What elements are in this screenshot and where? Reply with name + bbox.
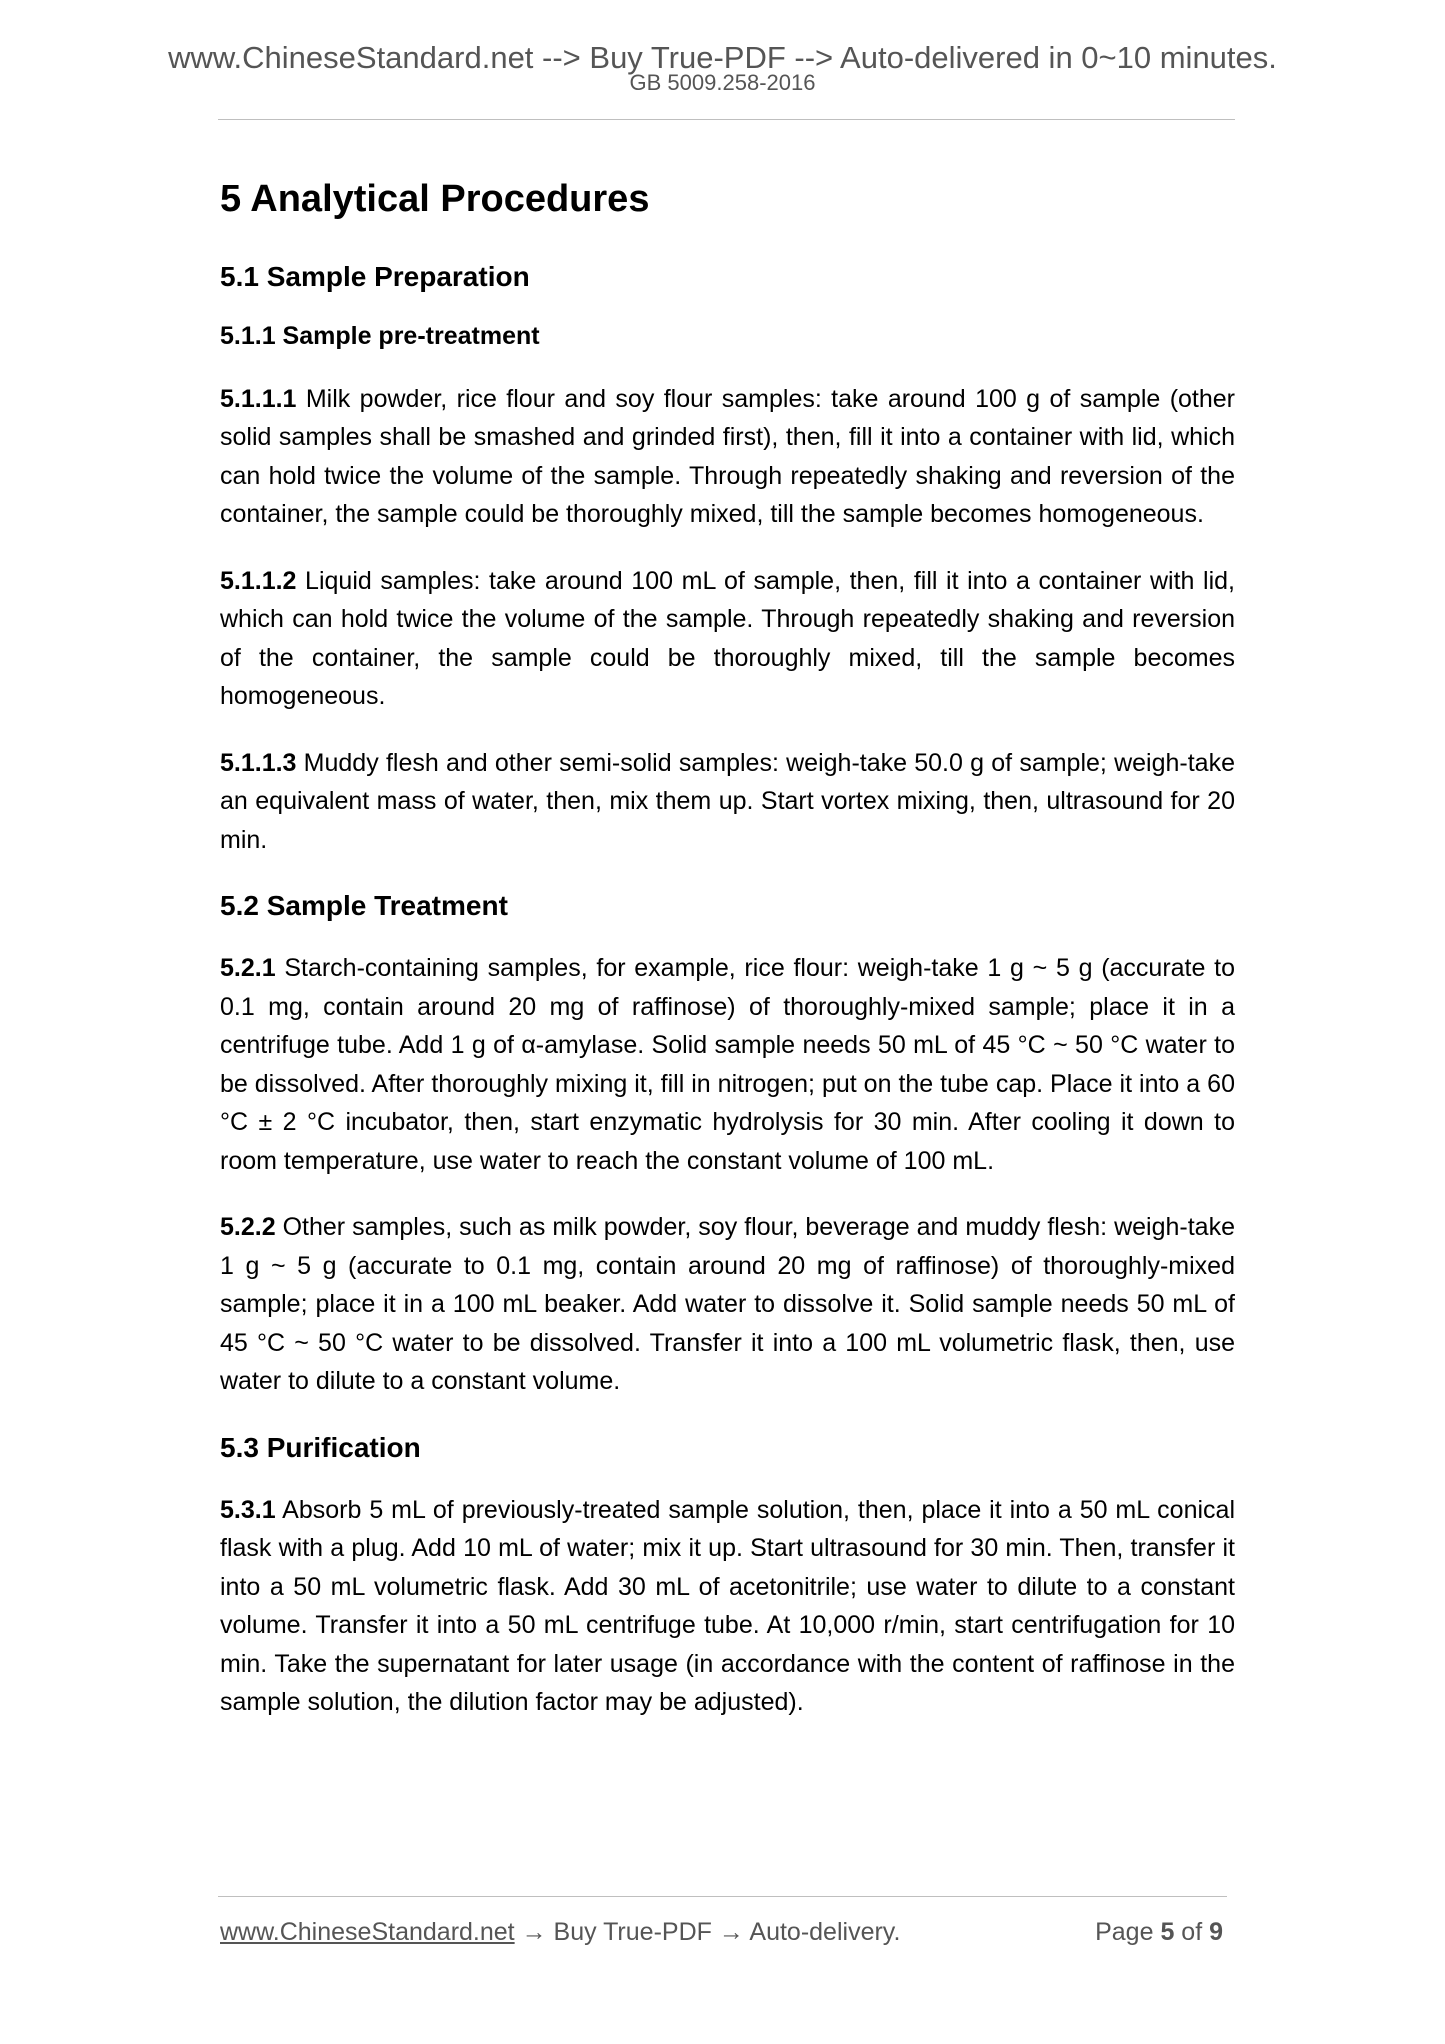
clause-text: Other samples, such as milk powder, soy flour, beverage and muddy flesh: weigh-take 1 g ~ 5 g (accurate to 0.1 mg, contain around 20 mg of raffinose) of thoroughly-mixed sample; place it in a 100 mL beaker. Add water to dissolve it. Solid sample needs 50 mL of 45 °C ~ 50 °C water to be dissolved. Transfer it into a 100 mL volumetric flask, then, use water to dilute to a constant volume. [220,1213,1235,1396]
footer-promo [220,1917,900,1947]
section-5-1-heading: 5.1 Sample Preparation [220,261,530,293]
footer-site-link[interactable]: www.ChineseStandard.net [220,1918,515,1946]
clause-number: 5.2.1 [220,954,276,983]
paragraph-5-1-1-1 [220,380,1235,534]
clause-number: 5.2.2 [220,1213,276,1242]
page-number: 5 [1160,1918,1175,1946]
clause-text: Milk powder, rice flour and soy flour samples: take around 100 g of sample (other solid samples shall be smashed and grinded first), then, fill it into a container with lid, which can hold twice the volume of the sample. Through repeatedly shaking and reversion of the container, the sample could be thoroughly mixed, till the sample becomes homogeneous. [220,384,1235,529]
paragraph-5-2-2 [220,1208,1235,1401]
clause-number: 5.1.1.2 [220,566,297,595]
paragraph-5-2-1 [220,949,1235,1180]
clause-text: Starch-containing samples, for example, rice flour: weigh-take 1 g ~ 5 g (accurate to 0.1 mg, contain around 20 mg of raffinose) of thoroughly-mixed sample; place it in a centrifuge tube. Add 1 g of α-amylase. Solid sample needs 50 mL of 45 °C ~ 50 °C water to be dissolved. After thoroughly mixing it, fill in nitrogen; put on the tube cap. Place it into a 60 °C ± 2 °C incubator, then, start enzymatic hydrolysis for 30 min. After cooling it down to room temperature, use water to reach the constant volume of 100 mL. [220,954,1235,1175]
footer-divider [218,1896,1227,1897]
clause-number: 5.3.1 [220,1495,276,1524]
clause-number: 5.1.1.3 [220,748,297,777]
document-body [220,175,1235,1750]
header-divider [218,119,1235,120]
paragraph-5-1-1-2 [220,562,1235,716]
clause-text: Muddy flesh and other semi-solid samples: weigh-take 50.0 g of sample; weigh-take an equivalent mass of water, then, mix them up. Start vortex mixing, then, ultrasound for 20 min. [220,748,1235,854]
site-banner: www.ChineseStandard.net --> Buy True-PDF --> Auto-delivered in 0~10 minutes. [168,40,1277,75]
clause-number: 5.1.1.1 [220,384,297,413]
clause-text: Liquid samples: take around 100 mL of sample, then, fill it into a container with lid, which can hold twice the volume of the sample. Through repeatedly shaking and reversion of the container, the sample could be thoroughly mixed, till the sample becomes homogeneous. [220,566,1235,711]
paragraph-5-1-1-3 [220,744,1235,860]
page-total: 9 [1209,1918,1223,1946]
standard-number: GB 5009.258-2016 [629,70,816,95]
page-indicator [1095,1917,1223,1947]
clause-text: Absorb 5 mL of previously-treated sample solution, then, place it into a 50 mL conical flask with a plug. Add 10 mL of water; mix it up. Start ultrasound for 30 min. Then, transfer it into a 50 mL volumetric flask. Add 30 mL of acetonitrile; use water to dilute to a constant volume. Transfer it into a 50 mL centrifuge tube. At 10,000 r/min, start centrifugation for 10 min. Take the supernatant for later usage (in accordance with the content of raffinose in the sample solution, the dilution factor may be adjusted). [220,1495,1235,1717]
section-5-2-heading: 5.2 Sample Treatment [220,890,508,922]
of-label: of [1174,1918,1210,1946]
section-5-1-1-heading: 5.1.1 Sample pre-treatment [220,322,540,351]
section-5-3-heading: 5.3 Purification [220,1431,421,1463]
page-label: Page [1095,1918,1161,1946]
footer-promo-text: → Buy True-PDF → Auto-delivery. [514,1918,901,1946]
section-title: 5 Analytical Procedures [220,178,650,220]
paragraph-5-3-1 [220,1491,1235,1722]
